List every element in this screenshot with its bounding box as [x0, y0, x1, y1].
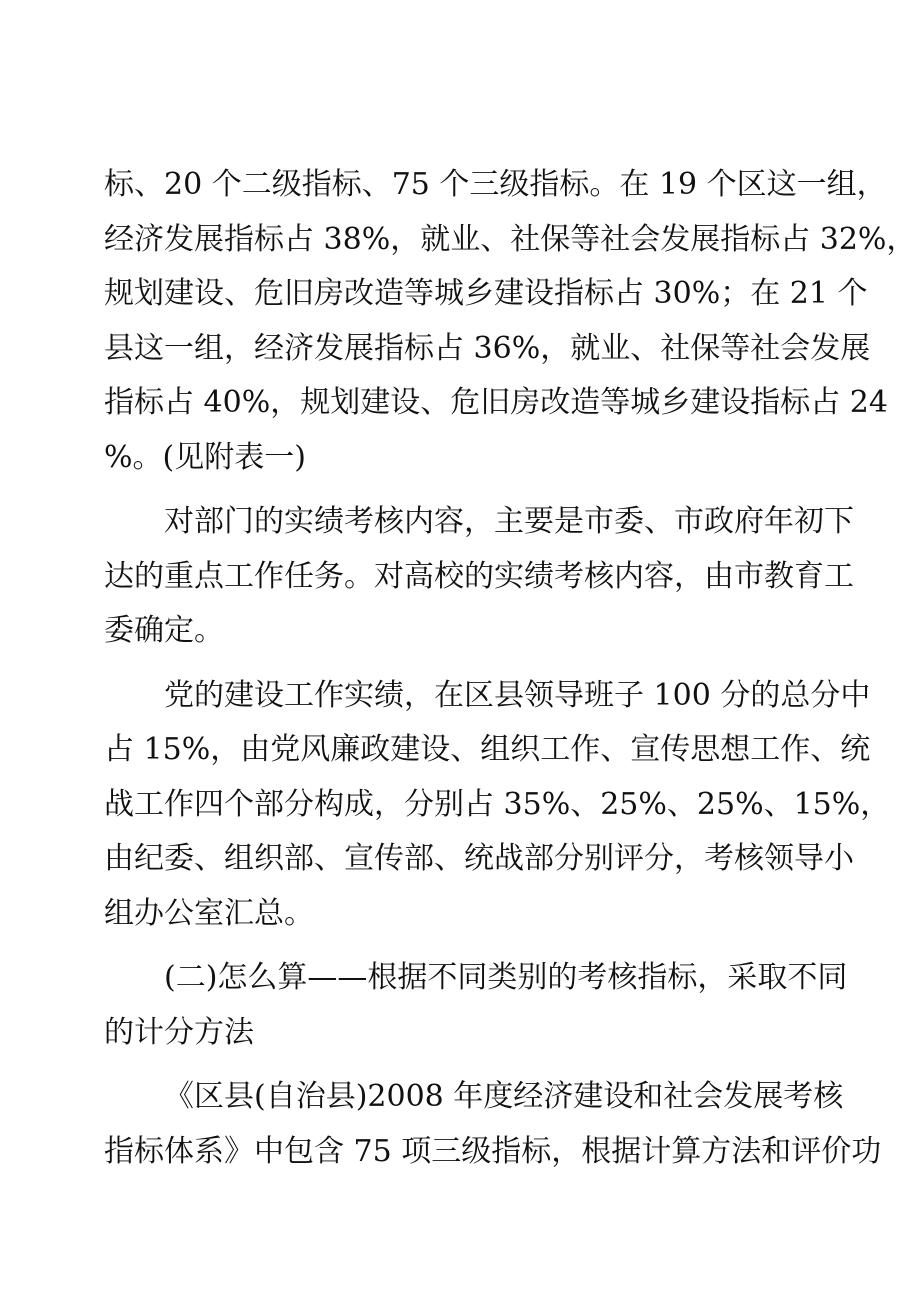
- text-line: 对部门的实绩考核内容，主要是市委、市政府年初下: [164, 504, 854, 539]
- text-line: 经济发展指标占 38%，就业、社保等社会发展指标占 32%，: [104, 221, 917, 257]
- text-line: (二)怎么算——根据不同类别的考核指标，采取不同: [164, 960, 848, 995]
- text-line: 指标占 40%，规划建设、危旧房改造等城乡建设指标占 24: [104, 385, 888, 420]
- text-line: 《区县(自治县)2008 年度经济建设和社会发展考核: [164, 1079, 844, 1114]
- paragraph-2: [104, 495, 854, 659]
- text-line: 占 15%，由党风廉政建设、组织工作、宣传思想工作、统: [104, 732, 871, 767]
- text-line: 组办公室汇总。: [104, 895, 314, 931]
- text-line: 党的建设工作实绩，在区县领导班子 100 分的总分中: [164, 677, 871, 713]
- paragraph-1: [104, 158, 917, 485]
- paragraph-gap: [104, 659, 820, 669]
- text-line: 达的重点工作任务。对高校的实绩考核内容，由市教育工: [104, 558, 854, 594]
- paragraph-gap: [104, 485, 820, 495]
- text-line: 指标体系》中包含 75 项三级指标，根据计算方法和评价功: [104, 1133, 882, 1169]
- paragraph-gap: [104, 1060, 820, 1070]
- paragraph-5: [104, 1070, 882, 1179]
- document-body: [104, 158, 917, 1179]
- paragraph-3: [104, 669, 891, 942]
- text-line: 规划建设、危旧房改造等城乡建设指标占 30%；在 21 个: [104, 276, 868, 311]
- text-line: 标、20 个二级指标、75 个三级指标。在 19 个区这一组，: [104, 167, 887, 202]
- paragraph-gap: [104, 941, 820, 951]
- text-line: 战工作四个部分构成，分别占 35%、25%、25%、15%，: [104, 786, 891, 822]
- paragraph-4-heading: [104, 951, 848, 1060]
- text-line: 委确定。: [104, 613, 224, 648]
- text-line: %。(见附表一): [104, 439, 306, 475]
- text-line: 县这一组，经济发展指标占 36%，就业、社保等社会发展: [104, 330, 871, 366]
- text-line: 的计分方法: [104, 1014, 254, 1050]
- text-line: 由纪委、组织部、宣传部、统战部分别评分，考核领导小: [104, 841, 854, 876]
